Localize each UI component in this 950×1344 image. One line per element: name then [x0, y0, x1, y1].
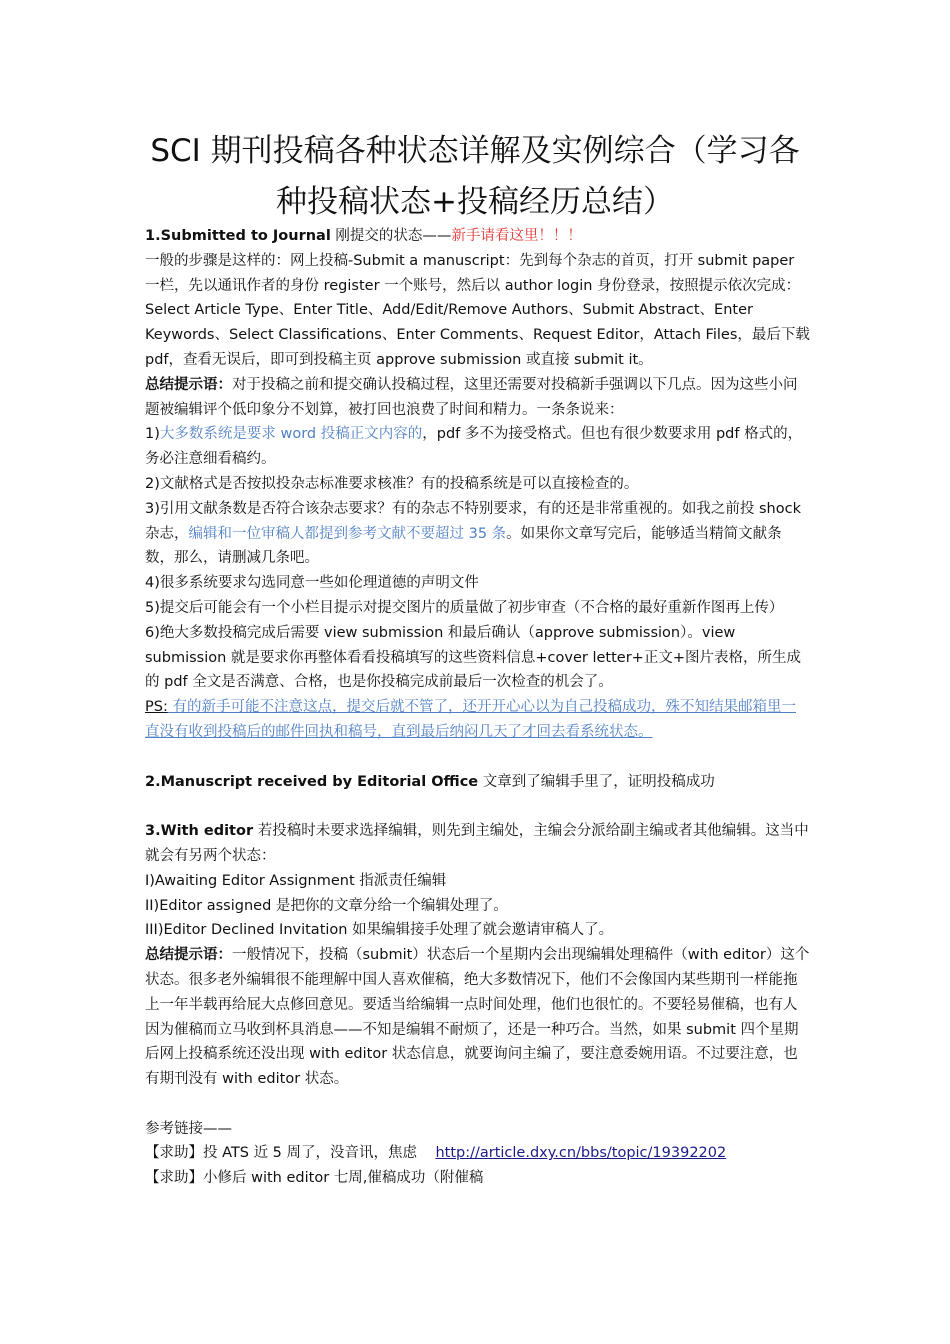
state-item-3: III)Editor Declined Invitation 如果编辑接手处理了就会邀请审稿人了。	[145, 922, 614, 939]
list-item-2: 2)文献格式是否按拟投杂志标准要求核准？有的投稿系统是可以直接检查的。	[145, 475, 639, 492]
summary-label: 总结提示语：	[145, 947, 232, 964]
page-title-line2: 种投稿状态+投稿经历总结）	[276, 184, 674, 220]
summary-text: 一般情况下，投稿（submit）状态后一个星期内会出现编辑处理稿件（with editor）这个状态。很多老外编辑很不能理解中国人喜欢催稿，绝大多数情况下，他们不会像国内某些期刊一样能拖上一年半载再给屁大点修回意见。要适当给编辑一点时间处理，他们也很忙的。不要轻易催稿，也有人因为催稿而立马收到杯具消息——不知是编辑不耐烦了，还是一种巧合。当然，如果 submit 四个星期后网上投稿系统还没出现 with editor 状态信息，就要询问主编了，要注意委婉用语。不过要注意，也有期刊没有 with editor 状态。	[145, 947, 810, 1088]
section2-text: 文章到了编辑手里了，证明投稿成功	[478, 773, 715, 790]
state-item-1: I)Awaiting Editor Assignment 指派责任编辑	[145, 872, 447, 889]
document-body	[145, 224, 810, 1191]
summary-label: 总结提示语：	[145, 376, 232, 393]
reference-item-1	[145, 1141, 810, 1166]
section1-summary	[145, 373, 810, 423]
list-item-5: 5)提交后可能会有一个小栏目提示对提交图片的质量做了初步审查（不合格的最好重新作图再上传）	[145, 599, 784, 616]
summary-text: 对于投稿之前和提交确认投稿过程，这里还需要对投稿新手强调以下几点。因为这些小问题被编辑评个低印象分不划算，被打回也浪费了时间和精力。一条条说来：	[145, 376, 798, 418]
page-title-line1: SCI 期刊投稿各种状态详解及实例综合（学习各	[150, 133, 800, 169]
section2-title: 2.Manuscript received by Editorial Office	[145, 773, 479, 790]
spacer	[145, 745, 810, 770]
section2-heading	[145, 770, 810, 795]
state-item-2: II)Editor assigned 是把你的文章分给一个编辑处理了。	[145, 897, 508, 914]
reference-item-2: 【求助】小修后 with editor 七周,催稿成功（附催稿	[145, 1170, 484, 1187]
section3-title: 3.With editor	[145, 823, 254, 840]
item-text: ，pdf 多不为接受格式。但也有很少数要求用 pdf 格式的，务必注意细看稿约。	[145, 426, 803, 468]
list-item-4: 4)很多系统要求勾选同意一些如伦理道德的声明文件	[145, 575, 479, 592]
section3-heading	[145, 819, 810, 869]
section1-paragraph: 一般的步骤是这样的：网上投稿-Submit a manuscript：先到每个杂志的首页，打开 submit paper 一栏，先以通讯作者的身份 register 一个账号，然后以 author login 身份登录，按照提示依次完成：Select Article Type、Enter Title、Add/Edit/Remove Authors、Submit Abstract、Enter Keywords、Select Classifications、Enter Comments、Request Editor，Attach Files，最后下载 pdf，查看无误后，即可到投稿主页 approve submission 或直接 submit it。	[145, 252, 810, 368]
ps-note	[145, 695, 810, 745]
item-number: 1)	[145, 426, 160, 443]
list-item-6: 6)绝大多数投稿完成后需要 view submission 和最后确认（approve submission）。view submission 就是要求你再整体看看投稿填写的这些资料信息+cover letter+正文+图片表格，所生成的 pdf 全文是否满意、合格，也是你投稿完成前最后一次检查的机会了。	[145, 624, 801, 691]
ps-text: 有的新手可能不注意这点，提交后就不管了，还开开心心以为自己投稿成功，殊不知结果邮箱里一直没有收到投稿后的邮件回执和稿号，直到最后纳闷几天了才回去看系统状态。	[145, 699, 796, 740]
ps-label: PS:	[145, 699, 168, 716]
section1-title: 1.Submitted to Journal	[145, 228, 331, 244]
list-item-3	[145, 497, 810, 571]
reference-text: 【求助】投 ATS 近 5 周了，没音讯，焦虑	[145, 1145, 418, 1162]
section1-heading	[145, 224, 810, 249]
list-item-1	[145, 422, 810, 472]
highlight-text: 编辑和一位审稿人都提到参考文献不要超过 35 条	[188, 525, 507, 542]
spacer	[145, 794, 810, 819]
item-text: 3)引用文献条数是否符合该杂志要求？有的杂志不特别要求，有的还是非常重视的。如我之前投 shock 杂志，	[145, 500, 801, 542]
highlight-text: 大多数系统是要求 word 投稿正文内容的	[159, 426, 423, 443]
section1-note: 刚提交的状态——	[330, 228, 452, 244]
reference-link[interactable]: http://article.dxy.cn/bbs/topic/19392202	[435, 1145, 727, 1162]
section3-text: 若投稿时未要求选择编辑，则先到主编处，主编会分派给副主编或者其他编辑。这当中就会有另两个状态：	[145, 823, 809, 864]
section3-summary	[145, 943, 810, 1092]
references-label: 参考链接——	[145, 1120, 232, 1137]
section1-red-note: 新手请看这里！！！	[451, 228, 582, 244]
item-text: 。如果你文章写完后，能够适当精简文献条数，那么，请删减几条吧。	[145, 525, 782, 567]
spacer	[145, 1092, 810, 1117]
